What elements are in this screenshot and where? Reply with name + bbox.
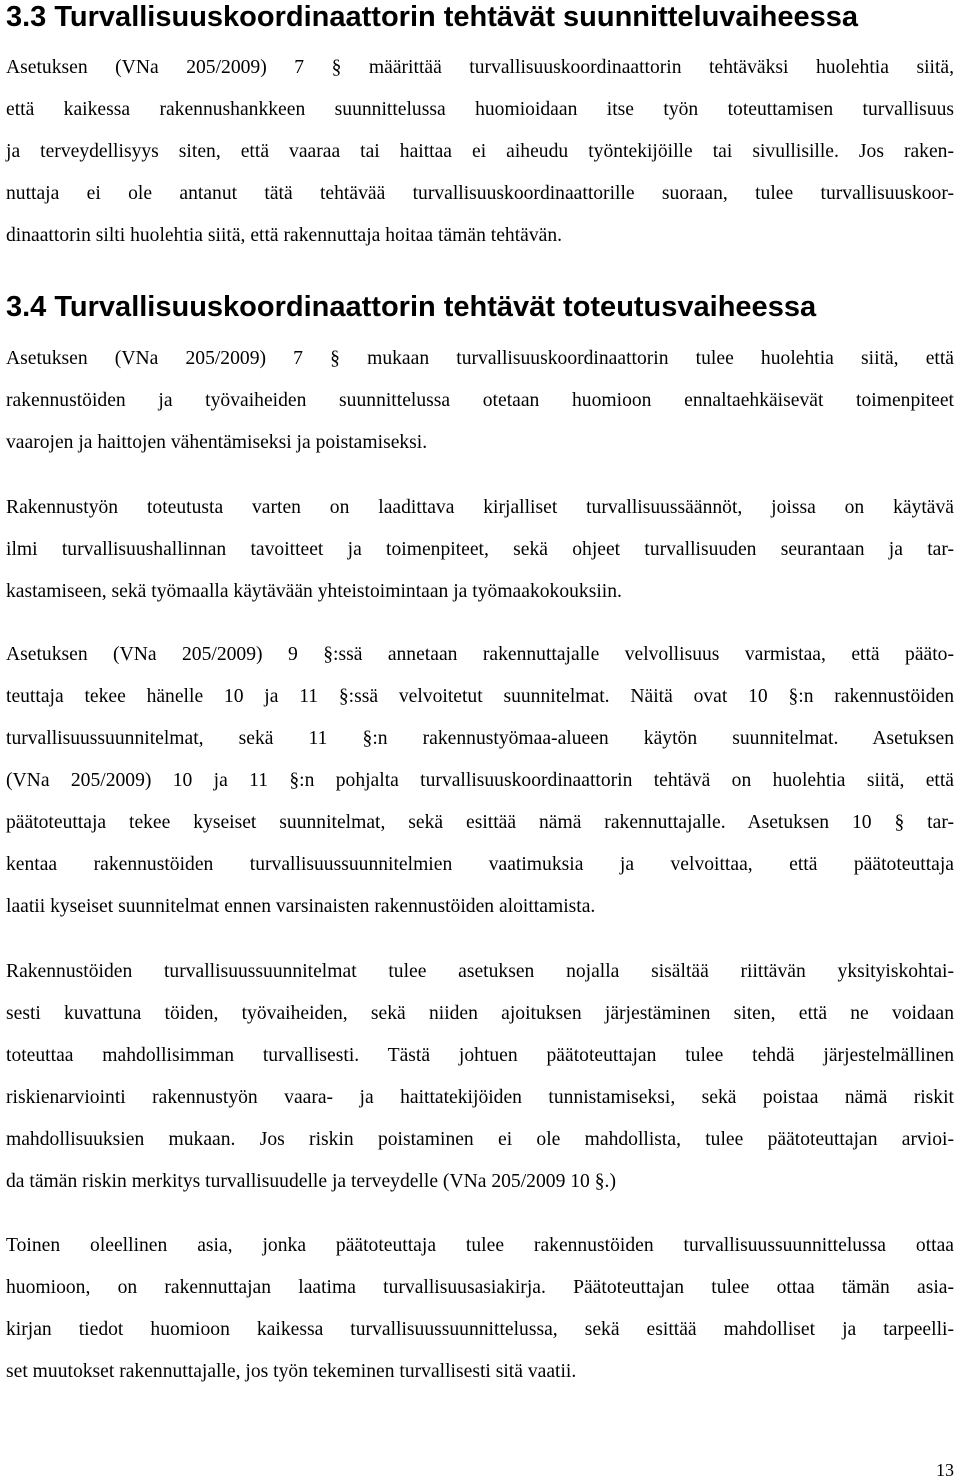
section-heading-3-4: 3.4 Turvallisuuskoordinaattorin tehtävät toteutusvaiheessa <box>6 291 817 323</box>
paragraph-3-4-2 <box>6 487 954 613</box>
text-line: huomioon, on rakennuttajan laatima turvallisuusasiakirja. Päätoteuttajan tulee ottaa tämän asia- <box>6 1277 954 1298</box>
paragraph-3-3 <box>6 47 954 257</box>
paragraph-3-4-3 <box>6 634 954 928</box>
text-line: riskienarviointi rakennustyön vaara- ja haittatekijöiden tunnistamiseksi, sekä poistaa nämä riskit <box>6 1087 954 1108</box>
text-line: kentaa rakennustöiden turvallisuussuunnitelmien vaatimuksia ja velvoittaa, että päätoteuttaja <box>6 854 954 875</box>
page-number: 13 <box>936 1460 954 1480</box>
paragraph-3-4-5 <box>6 1225 954 1393</box>
text-line: ilmi turvallisuushallinnan tavoitteet ja toimenpiteet, sekä ohjeet turvallisuuden seurantaan ja tar- <box>6 539 954 560</box>
text-line: teuttaja tekee hänelle 10 ja 11 §:ssä velvoitetut suunnitelmat. Näitä ovat 10 §:n rakennustöiden <box>6 686 954 707</box>
text-line: ja terveydellisyys siten, että vaaraa tai haittaa ei aiheudu työntekijöille tai sivullisille. Jos raken- <box>6 141 954 162</box>
text-line: Asetuksen (VNa 205/2009) 9 §:ssä annetaan rakennuttajalle velvollisuus varmistaa, että pääto- <box>6 644 954 665</box>
text-line: rakennustöiden ja työvaiheiden suunnittelussa otetaan huomioon ennaltaehkäisevät toimenpiteet <box>6 390 954 411</box>
text-line: kastamiseen, sekä työmaalla käytävään yhteistoimintaan ja työmaakokouksiin. <box>6 581 622 602</box>
text-line: Rakennustöiden turvallisuussuunnitelmat tulee asetuksen nojalla sisältää riittävän yksityiskohtai- <box>6 961 954 982</box>
text-line: Asetuksen (VNa 205/2009) 7 § määrittää turvallisuuskoordinaattorin tehtäväksi huolehtia siitä, <box>6 57 954 78</box>
text-line: että kaikessa rakennushankkeen suunnittelussa huomioidaan itse työn toteuttamisen turvallisuus <box>6 99 954 120</box>
text-line: päätoteuttaja tekee kyseiset suunnitelmat, sekä esittää nämä rakennuttajalle. Asetuksen 10 § tar- <box>6 812 954 833</box>
text-line: (VNa 205/2009) 10 ja 11 §:n pohjalta turvallisuuskoordinaattorin tehtävä on huolehtia siitä, että <box>6 770 954 791</box>
text-line: toteuttaa mahdollisimman turvallisesti. Tästä johtuen päätoteuttajan tulee tehdä järjestelmällinen <box>6 1045 954 1066</box>
text-line: da tämän riskin merkitys turvallisuudelle ja terveydelle (VNa 205/2009 10 §.) <box>6 1171 616 1192</box>
paragraph-3-4-4 <box>6 951 954 1203</box>
text-line: kirjan tiedot huomioon kaikessa turvallisuussuunnittelussa, sekä esittää mahdolliset ja tarpeelli- <box>6 1319 954 1340</box>
text-line: nuttaja ei ole antanut tätä tehtävää turvallisuuskoordinaattorille suoraan, tulee turvallisuuskoor- <box>6 183 954 204</box>
text-line: laatii kyseiset suunnitelmat ennen varsinaisten rakennustöiden aloittamista. <box>6 896 596 917</box>
text-line: sesti kuvattuna töiden, työvaiheiden, sekä niiden ajoituksen järjestäminen siten, että ne voidaan <box>6 1003 954 1024</box>
text-line: turvallisuussuunnitelmat, sekä 11 §:n rakennustyömaa-alueen käytön suunnitelmat. Asetuksen <box>6 728 954 749</box>
section-heading-3-3: 3.3 Turvallisuuskoordinaattorin tehtävät suunnitteluvaiheessa <box>6 1 858 33</box>
text-line: vaarojen ja haittojen vähentämiseksi ja poistamiseksi. <box>6 432 428 453</box>
text-line: Asetuksen (VNa 205/2009) 7 § mukaan turvallisuuskoordinaattorin tulee huolehtia siitä, että <box>6 348 954 369</box>
text-line: mahdollisuuksien mukaan. Jos riskin poistaminen ei ole mahdollista, tulee päätoteuttajan arvioi- <box>6 1129 954 1150</box>
text-line: Toinen oleellinen asia, jonka päätoteuttaja tulee rakennustöiden turvallisuussuunnittelussa ottaa <box>6 1235 954 1256</box>
text-line: set muutokset rakennuttajalle, jos työn tekeminen turvallisesti sitä vaatii. <box>6 1361 577 1382</box>
text-line: dinaattorin silti huolehtia siitä, että rakennuttaja hoitaa tämän tehtävän. <box>6 225 563 246</box>
text-line: Rakennustyön toteutusta varten on laadittava kirjalliset turvallisuussäännöt, joissa on käytävä <box>6 497 954 518</box>
paragraph-3-4-1 <box>6 338 954 464</box>
